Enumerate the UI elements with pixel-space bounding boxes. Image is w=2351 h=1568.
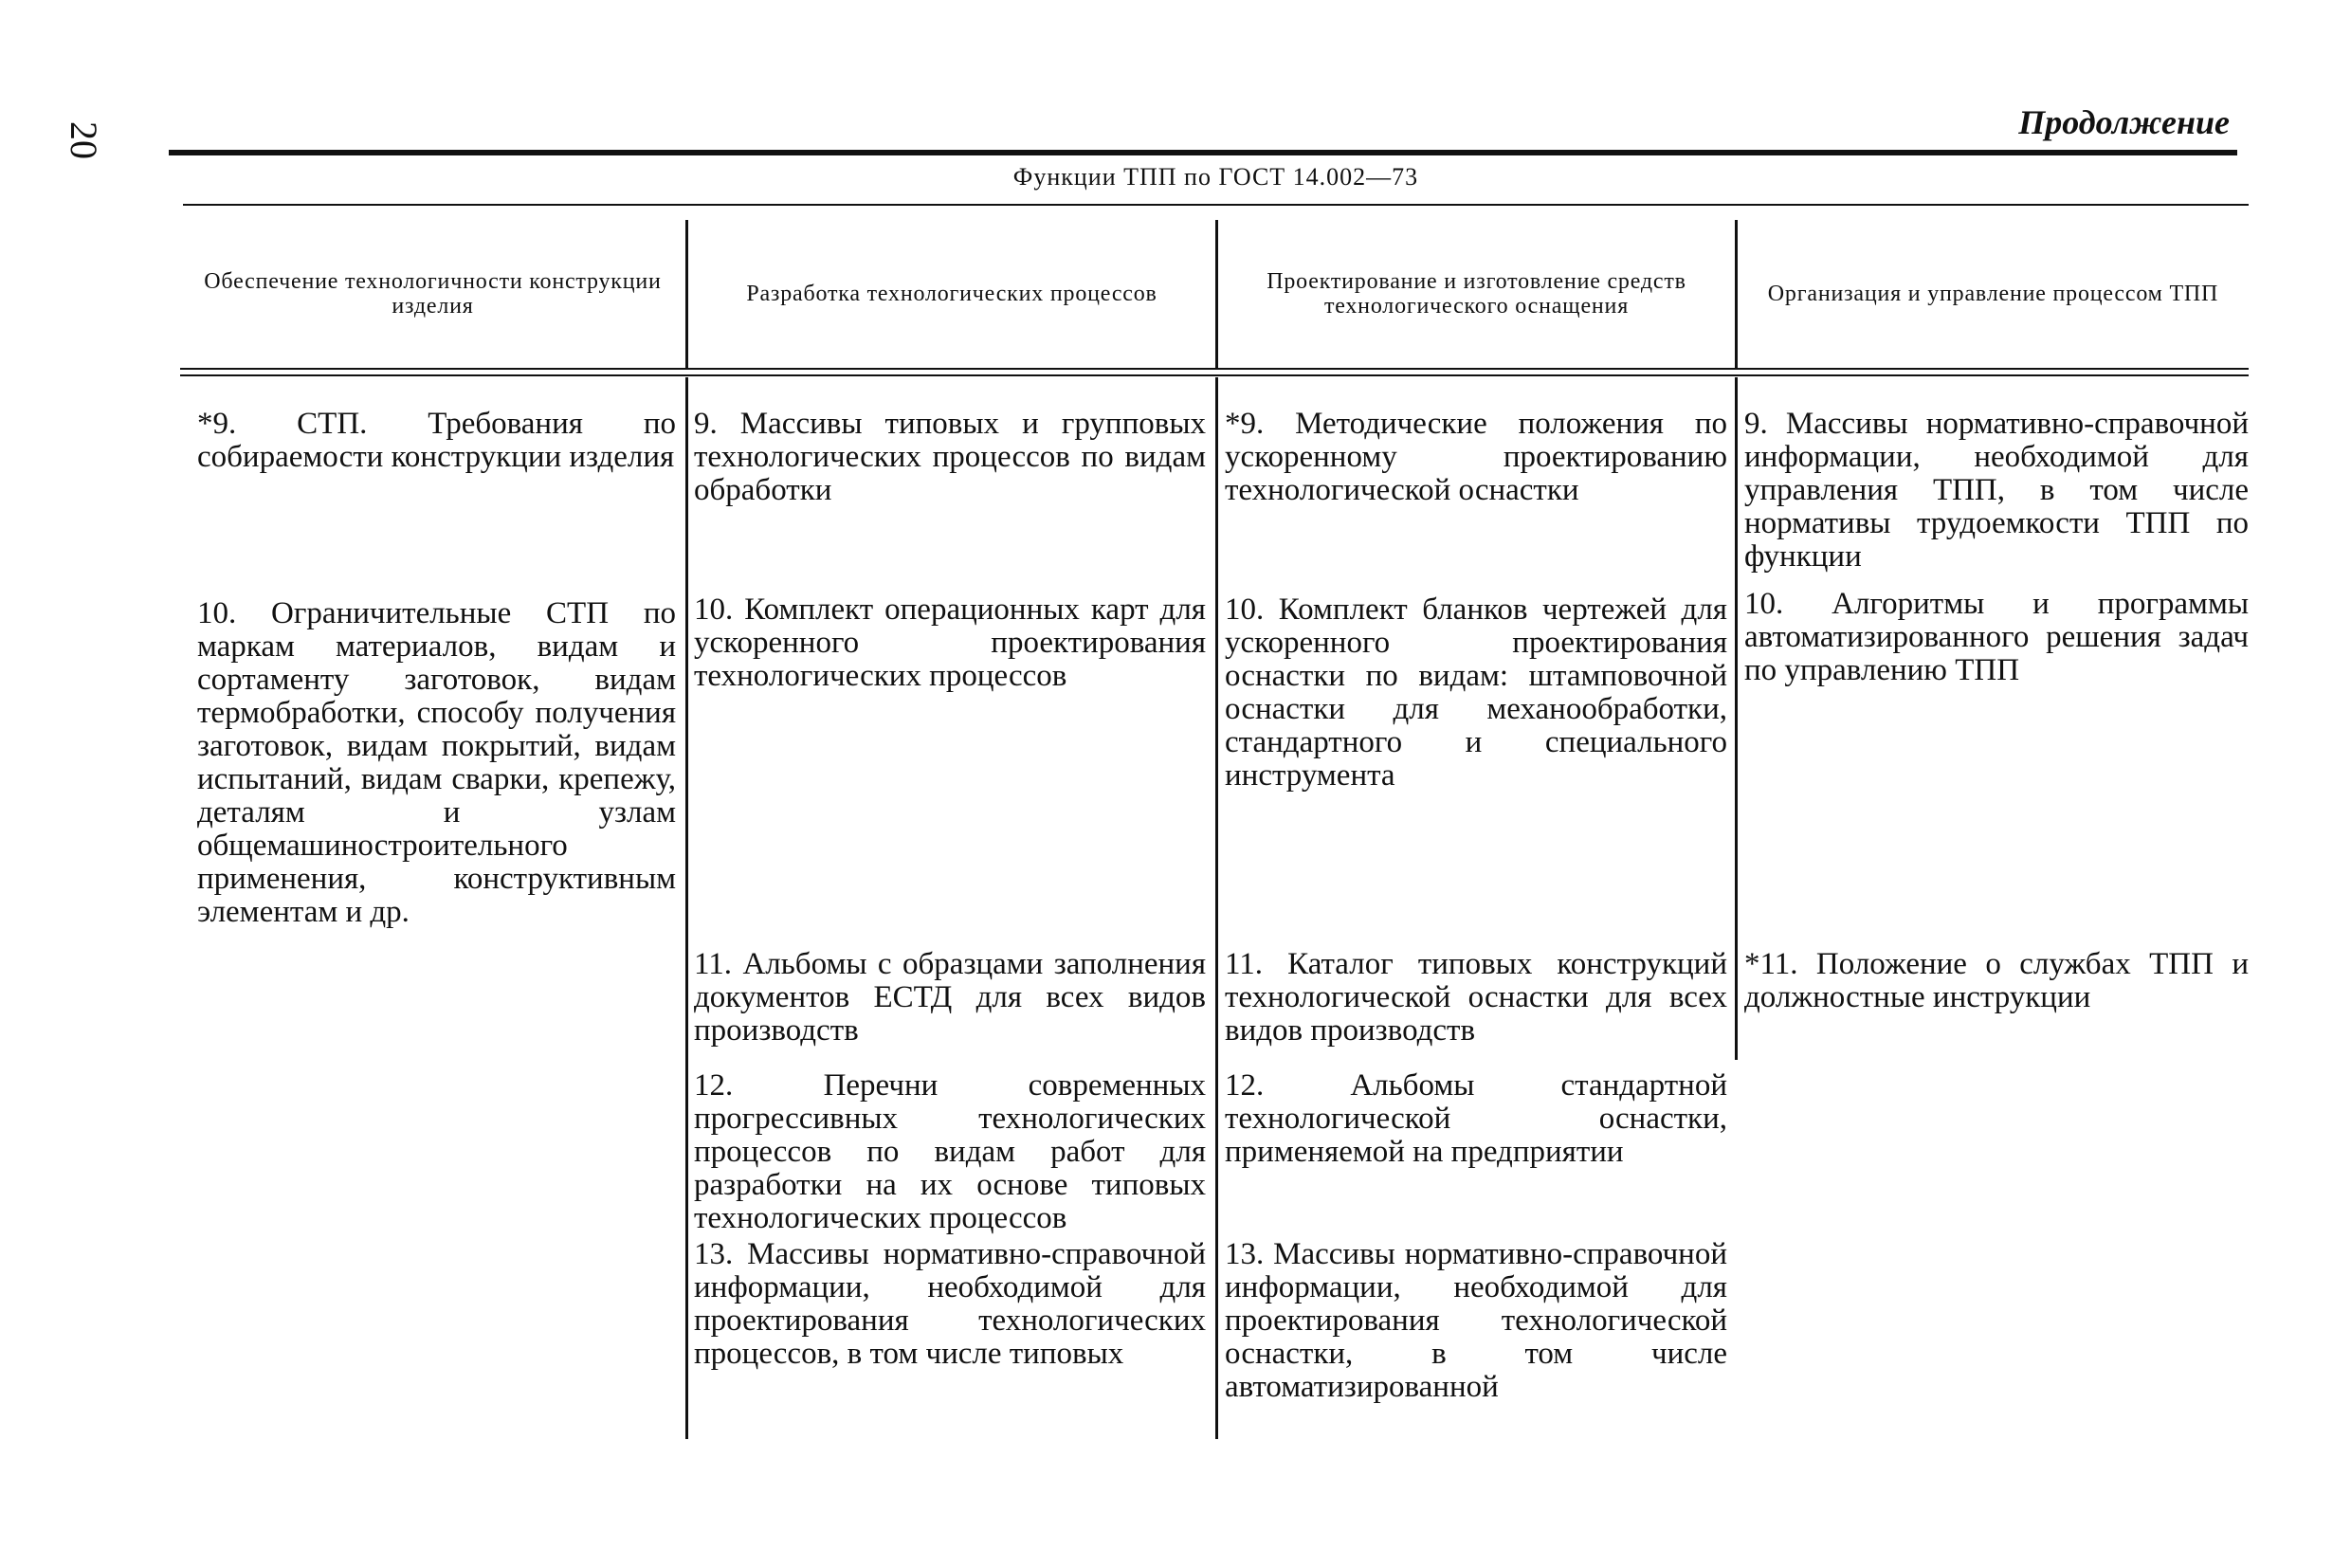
- top-rule: [169, 150, 2237, 155]
- table-cell: 10. Алгоритмы и программы автоматизированного решения задач по управлению ТПП: [1744, 587, 2249, 687]
- table-title: Функции ТПП по ГОСТ 14.002—73: [1012, 163, 1419, 191]
- continuation-label: Продолжение: [2018, 103, 2230, 141]
- column-header: Организация и управление процессом ТПП: [1767, 282, 2219, 306]
- table-cell: 12. Альбомы стандартной технологической оснастки, применяемой на предприятии: [1225, 1068, 1727, 1169]
- table-cell: 13. Массивы нормативно-справочной информации, необходимой для проектирования технологической оснастки, в том числе автоматизированной: [1225, 1237, 1727, 1404]
- table-cell: 9. Массивы типовых и групповых технологических процессов по видам обработки: [694, 407, 1206, 507]
- page-number: 20: [63, 121, 105, 159]
- table-cell: 12. Перечни современных прогрессивных технологических процессов по видам работ для разработки на их основе типовых технологических процессов: [694, 1068, 1206, 1235]
- table-cell: 10. Ограничительные СТП по маркам материалов, видам и сортаменту заготовок, видам термобработки, способу получения заготовок, видам покрытий, видам испытаний, видам сварки, крепежу, деталям и узлам общемашиностроительного применения, конструктивным элементам и др.: [197, 596, 676, 929]
- column-header: Разработка технологических процессов: [746, 282, 1157, 306]
- column-header: Проектирование и изготовление средств технологического оснащения: [1267, 269, 1686, 319]
- table-cell: 9. Массивы нормативно-справочной информации, необходимой для управления ТПП, в том числе нормативы трудоемкости ТПП по функции: [1744, 407, 2249, 574]
- table-cell: *9. СТП. Требования по собираемости конструкции изделия: [197, 407, 676, 474]
- table-cell: 13. Массивы нормативно-справочной информации, необходимой для проектирования технологических процессов, в том числе типовых: [694, 1237, 1206, 1371]
- column-header: Обеспечение технологичности конструкции изделия: [204, 269, 662, 319]
- table-cell: 10. Комплект операционных карт для ускоренного проектирования технологических процессов: [694, 593, 1206, 693]
- table-cell: 11. Каталог типовых конструкций технологической оснастки для всех видов производств: [1225, 947, 1727, 1048]
- column-divider: [1215, 377, 1218, 1439]
- column-divider: [685, 377, 688, 1439]
- table-cell: *9. Методические положения по ускоренному проектированию технологической оснастки: [1225, 407, 1727, 507]
- column-divider: [1735, 377, 1738, 1060]
- table-cell: 11. Альбомы с образцами заполнения документов ЕСТД для всех видов производств: [694, 947, 1206, 1048]
- title-rule: [183, 204, 2249, 206]
- header-rule: [180, 368, 2249, 370]
- table-cell: *11. Положение о службах ТПП и должностные инструкции: [1744, 947, 2249, 1014]
- header-rule: [180, 374, 2249, 376]
- table-cell: 10. Комплект бланков чертежей для ускоренного проектирования оснастки по видам: штамповочной оснастки для механообработки, стандартного и специального инструмента: [1225, 593, 1727, 793]
